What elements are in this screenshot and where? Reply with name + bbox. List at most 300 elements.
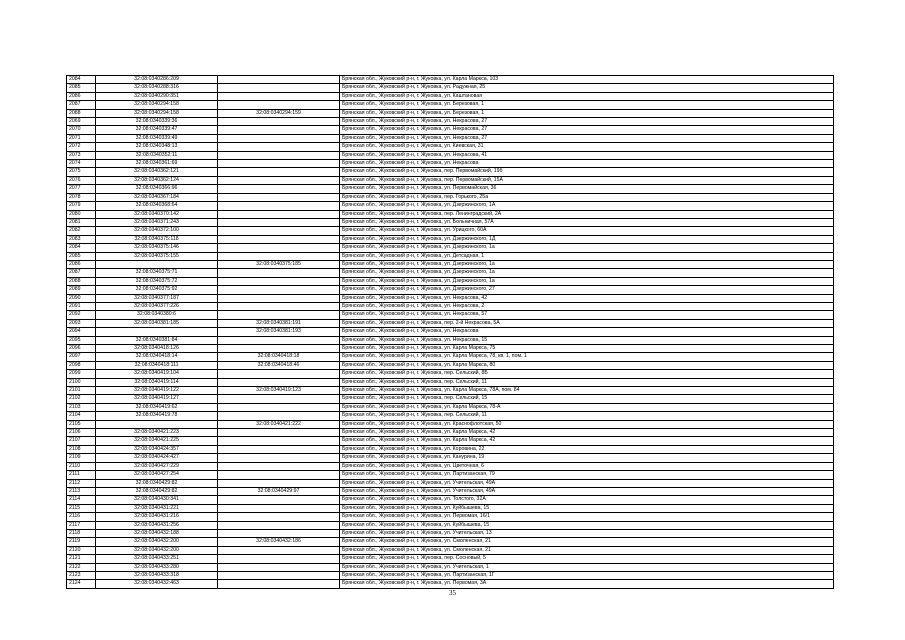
row-number-cell: 2085: [67, 252, 96, 260]
related-cadastral-number-cell: 32:08:0340381:191: [218, 319, 340, 327]
cadastral-number-cell: 32:08:0340381:185: [96, 319, 218, 327]
address-cell: Брянская обл., Жуковский р-н, г. Жуковка, ул. Карла Маркса, 42: [340, 429, 834, 437]
related-cadastral-number-cell: [218, 185, 340, 193]
address-cell: Брянская обл., Жуковский р-н, г. Жуковка, ул. Дзержинского, 1а: [340, 269, 834, 277]
related-cadastral-number-cell: 32:08:0340432:186: [218, 538, 340, 546]
related-cadastral-number-cell: [218, 370, 340, 378]
row-number-cell: 2071: [67, 134, 96, 142]
cadastral-number-cell: 32:08:0340419:62: [96, 403, 218, 411]
cadastral-number-cell: 32:08:0340432:463: [96, 580, 218, 588]
cadastral-number-cell: 32:08:0340418:14: [96, 353, 218, 361]
cadastral-number-cell: 32:08:0340419:114: [96, 378, 218, 386]
row-number-cell: 2096: [67, 345, 96, 353]
row-number-cell: 2097: [67, 353, 96, 361]
address-cell: Брянская обл., Жуковский р-н, г. Жуковка, ул. Учительская, 49А: [340, 479, 834, 487]
related-cadastral-number-cell: 32:08:0340381:193: [218, 328, 340, 336]
table-row: [67, 454, 834, 462]
row-number-cell: 2122: [67, 563, 96, 571]
related-cadastral-number-cell: [218, 118, 340, 126]
row-number-cell: 2085: [67, 84, 96, 92]
row-number-cell: 2110: [67, 462, 96, 470]
table-row: [67, 403, 834, 411]
address-cell: Брянская обл., Жуковский р-н, г. Жуковка, ул. Партизанская, 79: [340, 471, 834, 479]
address-cell: Брянская обл., Жуковский р-н, г. Жуковка, ул. Березовая, 1: [340, 101, 834, 109]
cadastral-number-cell: 32:08:0340424:427: [96, 454, 218, 462]
row-number-cell: 2080: [67, 210, 96, 218]
address-cell: Брянская обл., Жуковский р-н, г. Жуковка, ул. Дзержинского, 1а: [340, 277, 834, 285]
related-cadastral-number-cell: [218, 134, 340, 142]
row-number-cell: 2115: [67, 504, 96, 512]
row-number-cell: 2120: [67, 546, 96, 554]
cadastral-number-cell: 32:08:0340294:158: [96, 109, 218, 117]
table-row: [67, 487, 834, 495]
row-number-cell: 2082: [67, 227, 96, 235]
cadastral-number-cell: 32:08:0340418:126: [96, 345, 218, 353]
related-cadastral-number-cell: [218, 84, 340, 92]
address-cell: Брянская обл., Жуковский р-н, г. Жуковка, ул. Дзержинского, 1а: [340, 260, 834, 268]
row-number-cell: 2100: [67, 378, 96, 386]
related-cadastral-number-cell: [218, 101, 340, 109]
cadastral-number-cell: [96, 420, 218, 428]
table-row: [67, 260, 834, 268]
table-row: [67, 294, 834, 302]
address-cell: Брянская обл., Жуковский р-н, г. Жуковка, ул. Некрасова, 27: [340, 126, 834, 134]
related-cadastral-number-cell: [218, 126, 340, 134]
cadastral-number-cell: 32:08:0340366:96: [96, 185, 218, 193]
row-number-cell: 2112: [67, 479, 96, 487]
related-cadastral-number-cell: [218, 513, 340, 521]
address-cell: Брянская обл., Жуковский р-н, г. Жуковка, ул. Некрасова, 41: [340, 151, 834, 159]
table-row: [67, 277, 834, 285]
related-cadastral-number-cell: [218, 555, 340, 563]
table-row: [67, 109, 834, 117]
address-cell: Брянская обл., Жуковский р-н, г. Жуковка, ул. Краснофлотская, 50: [340, 420, 834, 428]
related-cadastral-number-cell: [218, 479, 340, 487]
related-cadastral-number-cell: [218, 302, 340, 310]
table-row: [67, 269, 834, 277]
related-cadastral-number-cell: [218, 429, 340, 437]
table-row: [67, 193, 834, 201]
table-row: [67, 92, 834, 100]
row-number-cell: 2103: [67, 403, 96, 411]
cadastral-number-cell: 32:08:0340419:122: [96, 387, 218, 395]
related-cadastral-number-cell: [218, 454, 340, 462]
address-cell: Брянская обл., Жуковский р-н, г. Жуковка, ул. Дзержинского, 1Д: [340, 235, 834, 243]
address-cell: Брянская обл., Жуковский р-н, г. Жуковка, ул. Дзержинского, 27: [340, 286, 834, 294]
row-number-cell: 2083: [67, 235, 96, 243]
row-number-cell: 2111: [67, 471, 96, 479]
address-cell: Брянская обл., Жуковский р-н, г. Жуковка, ул. Куйбышева, 15: [340, 504, 834, 512]
related-cadastral-number-cell: [218, 176, 340, 184]
address-cell: Брянская обл., Жуковский р-н, г. Жуковка, ул. Каштановая: [340, 92, 834, 100]
row-number-cell: 2079: [67, 202, 96, 210]
table-row: [67, 555, 834, 563]
cadastral-number-cell: 32:08:0340427:254: [96, 471, 218, 479]
row-number-cell: 2094: [67, 328, 96, 336]
cadastral-number-cell: 32:08:0340288:316: [96, 84, 218, 92]
row-number-cell: 2093: [67, 319, 96, 327]
cadastral-number-cell: 32:08:0340361:69: [96, 160, 218, 168]
related-cadastral-number-cell: [218, 151, 340, 159]
address-cell: Брянская обл., Жуковский р-н, г. Жуковка, ул. Дзержинского, 1А: [340, 202, 834, 210]
table-row: [67, 513, 834, 521]
table-row: [67, 143, 834, 151]
cadastral-number-cell: 32:08:0340352:11: [96, 151, 218, 159]
cadastral-number-cell: 32:08:0340370:142: [96, 210, 218, 218]
table-row: [67, 429, 834, 437]
table-row: [67, 134, 834, 142]
cadastral-number-cell: 32:08:0340367:184: [96, 193, 218, 201]
address-cell: Брянская обл., Жуковский р-н, г. Жуковка, пер. Сельский, 15: [340, 395, 834, 403]
table-row: [67, 353, 834, 361]
cadastral-number-cell: 32:08:0340294:158: [96, 101, 218, 109]
address-cell: Брянская обл., Жуковский р-н, г. Жуковка, пер. Сельский, 8Б: [340, 370, 834, 378]
address-cell: Брянская обл., Жуковский р-н, г. Жуковка, ул. Некрасова: [340, 160, 834, 168]
related-cadastral-number-cell: [218, 244, 340, 252]
row-number-cell: 2089: [67, 286, 96, 294]
cadastral-number-cell: 32:08:0340339:49: [96, 134, 218, 142]
related-cadastral-number-cell: [218, 193, 340, 201]
table-row: [67, 235, 834, 243]
row-number-cell: 2075: [67, 168, 96, 176]
document-sheet: [66, 75, 834, 589]
cadastral-number-cell: 32:08:0340375:118: [96, 235, 218, 243]
address-cell: Брянская обл., Жуковский р-н, г. Жуковка, ул. Партизанская, 1Г: [340, 571, 834, 579]
address-cell: Брянская обл., Жуковский р-н, г. Жуковка, ул. Некрасова: [340, 328, 834, 336]
registry-table: [66, 75, 834, 589]
table-row: [67, 420, 834, 428]
address-cell: Брянская обл., Жуковский р-н, г. Жуковка, ул. Карла Маркса, 78А, пом. 84: [340, 387, 834, 395]
cadastral-number-cell: 32:08:0340375:155: [96, 252, 218, 260]
related-cadastral-number-cell: [218, 521, 340, 529]
related-cadastral-number-cell: 32:08:0340294:159: [218, 109, 340, 117]
table-row: [67, 580, 834, 588]
cadastral-number-cell: 32:08:0340427:229: [96, 462, 218, 470]
row-number-cell: 2086: [67, 92, 96, 100]
related-cadastral-number-cell: [218, 294, 340, 302]
table-row: [67, 370, 834, 378]
related-cadastral-number-cell: [218, 168, 340, 176]
row-number-cell: 2119: [67, 538, 96, 546]
address-cell: Брянская обл., Жуковский р-н, г. Жуковка, пер. Первомайский, 19б: [340, 168, 834, 176]
row-number-cell: 2095: [67, 336, 96, 344]
table-row: [67, 218, 834, 226]
address-cell: Брянская обл., Жуковский р-н, г. Жуковка, ул. Учительская, 13: [340, 529, 834, 537]
address-cell: Брянская обл., Жуковский р-н, г. Жуковка, ул. Смоленская, 21: [340, 538, 834, 546]
address-cell: Брянская обл., Жуковский р-н, г. Жуковка, ул. Некрасова, 42: [340, 294, 834, 302]
cadastral-number-cell: 32:08:0340429:82: [96, 479, 218, 487]
related-cadastral-number-cell: [218, 227, 340, 235]
cadastral-number-cell: 32:08:0340432:200: [96, 538, 218, 546]
table-row: [67, 76, 834, 84]
row-number-cell: 2099: [67, 370, 96, 378]
cadastral-number-cell: 32:08:0340362:121: [96, 168, 218, 176]
row-number-cell: 2123: [67, 571, 96, 579]
table-row: [67, 345, 834, 353]
row-number-cell: 2121: [67, 555, 96, 563]
table-row: [67, 336, 834, 344]
address-cell: Брянская обл., Жуковский р-н, г. Жуковка, ул. Некрасова, 2: [340, 302, 834, 310]
cadastral-number-cell: 32:08:0340421:225: [96, 437, 218, 445]
table-row: [67, 286, 834, 294]
address-cell: Брянская обл., Жуковский р-н, г. Жуковка, ул. Канурина, 19: [340, 454, 834, 462]
related-cadastral-number-cell: [218, 462, 340, 470]
cadastral-number-cell: 32:08:0340433:251: [96, 555, 218, 563]
table-row: [67, 311, 834, 319]
cadastral-number-cell: 32:08:0340348:13: [96, 143, 218, 151]
address-cell: Брянская обл., Жуковский р-н, г. Жуковка, ул. Куйбышева, 15: [340, 521, 834, 529]
row-number-cell: 2088: [67, 277, 96, 285]
row-number-cell: 2076: [67, 176, 96, 184]
row-number-cell: 2092: [67, 311, 96, 319]
cadastral-number-cell: 32:08:0340375:72: [96, 277, 218, 285]
related-cadastral-number-cell: 32:08:0340418:46: [218, 361, 340, 369]
related-cadastral-number-cell: [218, 437, 340, 445]
cadastral-number-cell: 32:08:0340431:256: [96, 521, 218, 529]
table-row: [67, 302, 834, 310]
cadastral-number-cell: 32:08:0340377:226: [96, 302, 218, 310]
row-number-cell: 2070: [67, 126, 96, 134]
table-row: [67, 328, 834, 336]
table-row: [67, 521, 834, 529]
cadastral-number-cell: 32:08:0340377:187: [96, 294, 218, 302]
row-number-cell: 2072: [67, 143, 96, 151]
address-cell: Брянская обл., Жуковский р-н, г. Жуковка, ул. Больничная, 57А: [340, 218, 834, 226]
address-cell: Брянская обл., Жуковский р-н, г. Жуковка, пер. 2-й Некрасова, 5А: [340, 319, 834, 327]
address-cell: Брянская обл., Жуковский р-н, г. Жуковка, ул. Карла Маркса, 78, кв. 1, пом. 1: [340, 353, 834, 361]
row-number-cell: 2078: [67, 193, 96, 201]
row-number-cell: 2108: [67, 445, 96, 453]
table-row: [67, 118, 834, 126]
cadastral-number-cell: 32:08:0340419:127: [96, 395, 218, 403]
address-cell: Брянская обл., Жуковский р-н, г. Жуковка, ул. Радужная, 25: [340, 84, 834, 92]
row-number-cell: 2088: [67, 109, 96, 117]
table-row: [67, 361, 834, 369]
related-cadastral-number-cell: [218, 286, 340, 294]
address-cell: Брянская обл., Жуковский р-н, г. Жуковка, ул. Первомая, 16/1: [340, 513, 834, 521]
row-number-cell: 2091: [67, 302, 96, 310]
table-row: [67, 126, 834, 134]
page-number: 35: [449, 589, 456, 597]
row-number-cell: 2084: [67, 76, 96, 84]
table-row: [67, 160, 834, 168]
row-number-cell: 2077: [67, 185, 96, 193]
table-row: [67, 479, 834, 487]
cadastral-number-cell: 32:08:0340380:6: [96, 311, 218, 319]
address-cell: Брянская обл., Жуковский р-н, г. Жуковка, ул. Некрасова, 15: [340, 336, 834, 344]
cadastral-number-cell: 32:08:0340368:64: [96, 202, 218, 210]
address-cell: Брянская обл., Жуковский р-н, г. Жуковка, ул. Карла Маркса, 78-А: [340, 403, 834, 411]
cadastral-number-cell: 32:08:0340419:78: [96, 412, 218, 420]
cadastral-number-cell: 32:08:0340433:318: [96, 571, 218, 579]
table-row: [67, 462, 834, 470]
cadastral-number-cell: 32:08:0340431:216: [96, 513, 218, 521]
address-cell: Брянская обл., Жуковский р-н, г. Жуковка, пер. Первомайский, 15А: [340, 176, 834, 184]
row-number-cell: 2087: [67, 269, 96, 277]
address-cell: Брянская обл., Жуковский р-н, г. Жуковка, ул. Карла Маркса, 42: [340, 437, 834, 445]
cadastral-number-cell: [96, 328, 218, 336]
related-cadastral-number-cell: [218, 345, 340, 353]
address-cell: Брянская обл., Жуковский р-н, г. Жуковка, ул. Цветочная, 6: [340, 462, 834, 470]
cadastral-number-cell: 32:08:0340424:357: [96, 445, 218, 453]
related-cadastral-number-cell: [218, 412, 340, 420]
address-cell: Брянская обл., Жуковский р-н, г. Жуковка, пер. Горького, 25а: [340, 193, 834, 201]
address-cell: Брянская обл., Жуковский р-н, г. Жуковка, ул. Киевская, 31: [340, 143, 834, 151]
related-cadastral-number-cell: [218, 471, 340, 479]
cadastral-number-cell: 32:08:0340290:351: [96, 92, 218, 100]
row-number-cell: 2102: [67, 395, 96, 403]
address-cell: Брянская обл., Жуковский р-н, г. Жуковка, пер. Сельский, 11: [340, 378, 834, 386]
related-cadastral-number-cell: [218, 445, 340, 453]
cadastral-number-cell: 32:08:0340432:188: [96, 529, 218, 537]
related-cadastral-number-cell: [218, 378, 340, 386]
row-number-cell: 2090: [67, 294, 96, 302]
row-number-cell: 2124: [67, 580, 96, 588]
row-number-cell: 2073: [67, 151, 96, 159]
related-cadastral-number-cell: [218, 403, 340, 411]
cadastral-number-cell: 32:08:0340339:36: [96, 118, 218, 126]
cadastral-number-cell: 32:08:0340431:221: [96, 504, 218, 512]
related-cadastral-number-cell: [218, 395, 340, 403]
table-row: [67, 496, 834, 504]
address-cell: Брянская обл., Жуковский р-н, г. Жуковка, ул. Первомайская, 36: [340, 185, 834, 193]
row-number-cell: 2104: [67, 412, 96, 420]
address-cell: Брянская обл., Жуковский р-н, г. Жуковка, ул. Карла Маркса, 103: [340, 76, 834, 84]
cadastral-number-cell: 32:08:0340339:47: [96, 126, 218, 134]
address-cell: Брянская обл., Жуковский р-н, г. Жуковка, пер. Сельский, 11: [340, 412, 834, 420]
row-number-cell: 2105: [67, 420, 96, 428]
row-number-cell: 2074: [67, 160, 96, 168]
address-cell: Брянская обл., Жуковский р-н, г. Жуковка, ул. Учительская, 1: [340, 563, 834, 571]
row-number-cell: 2069: [67, 118, 96, 126]
related-cadastral-number-cell: 32:08:0340429:97: [218, 487, 340, 495]
cadastral-number-cell: 32:08:0340371:243: [96, 218, 218, 226]
related-cadastral-number-cell: [218, 143, 340, 151]
registry-table-body: [67, 76, 834, 589]
related-cadastral-number-cell: [218, 571, 340, 579]
related-cadastral-number-cell: [218, 546, 340, 554]
cadastral-number-cell: 32:08:0340375:92: [96, 286, 218, 294]
row-number-cell: 2086: [67, 260, 96, 268]
table-row: [67, 395, 834, 403]
table-row: [67, 151, 834, 159]
row-number-cell: 2081: [67, 218, 96, 226]
table-row: [67, 210, 834, 218]
address-cell: Брянская обл., Жуковский р-н, г. Жуковка, ул. Учительская, 49А: [340, 487, 834, 495]
cadastral-number-cell: 32:08:0340375:71: [96, 269, 218, 277]
cadastral-number-cell: 32:08:0340362:124: [96, 176, 218, 184]
table-row: [67, 563, 834, 571]
table-row: [67, 244, 834, 252]
address-cell: Брянская обл., Жуковский р-н, г. Жуковка, ул. Толстого, 32А: [340, 496, 834, 504]
address-cell: Брянская обл., Жуковский р-н, г. Жуковка, ул. Первомая, 3А: [340, 580, 834, 588]
cadastral-number-cell: 32:08:0340419:104: [96, 370, 218, 378]
table-row: [67, 471, 834, 479]
table-row: [67, 319, 834, 327]
cadastral-number-cell: 32:08:0340286:209: [96, 76, 218, 84]
table-row: [67, 101, 834, 109]
related-cadastral-number-cell: [218, 277, 340, 285]
table-row: [67, 168, 834, 176]
cadastral-number-cell: [96, 260, 218, 268]
row-number-cell: 2084: [67, 244, 96, 252]
related-cadastral-number-cell: 32:08:0340419:123: [218, 387, 340, 395]
row-number-cell: 2116: [67, 513, 96, 521]
table-row: [67, 445, 834, 453]
related-cadastral-number-cell: [218, 92, 340, 100]
table-row: [67, 176, 834, 184]
related-cadastral-number-cell: [218, 202, 340, 210]
table-row: [67, 185, 834, 193]
related-cadastral-number-cell: [218, 160, 340, 168]
table-row: [67, 571, 834, 579]
address-cell: Брянская обл., Жуковский р-н, г. Жуковка, ул. Детсадная, 1: [340, 252, 834, 260]
row-number-cell: 2106: [67, 429, 96, 437]
related-cadastral-number-cell: 32:08:0340418:18: [218, 353, 340, 361]
table-row: [67, 84, 834, 92]
address-cell: Брянская обл., Жуковский р-н, г. Жуковка, ул. Коровина, 22: [340, 445, 834, 453]
address-cell: Брянская обл., Жуковский р-н, г. Жуковка, ул. Карла Маркса, 80: [340, 361, 834, 369]
table-row: [67, 412, 834, 420]
address-cell: Брянская обл., Жуковский р-н, г. Жуковка, ул. Некрасова, 27: [340, 118, 834, 126]
address-cell: Брянская обл., Жуковский р-н, г. Жуковка, пер. Ленинградский, 2А: [340, 210, 834, 218]
table-row: [67, 378, 834, 386]
related-cadastral-number-cell: 32:08:0340421:222: [218, 420, 340, 428]
address-cell: Брянская обл., Жуковский р-н, г. Жуковка, ул. Смоленская, 21: [340, 546, 834, 554]
related-cadastral-number-cell: [218, 269, 340, 277]
table-row: [67, 504, 834, 512]
related-cadastral-number-cell: [218, 252, 340, 260]
table-row: [67, 387, 834, 395]
table-row: [67, 529, 834, 537]
related-cadastral-number-cell: [218, 504, 340, 512]
related-cadastral-number-cell: [218, 210, 340, 218]
row-number-cell: 2101: [67, 387, 96, 395]
related-cadastral-number-cell: [218, 311, 340, 319]
related-cadastral-number-cell: [218, 563, 340, 571]
row-number-cell: 2109: [67, 454, 96, 462]
cadastral-number-cell: 32:08:0340430:341: [96, 496, 218, 504]
cadastral-number-cell: 32:08:0340372:100: [96, 227, 218, 235]
address-cell: Брянская обл., Жуковский р-н, г. Жуковка, ул. Карла Маркса, 75: [340, 345, 834, 353]
address-cell: Брянская обл., Жуковский р-н, г. Жуковка, ул. Березовая, 1: [340, 109, 834, 117]
table-row: [67, 546, 834, 554]
row-number-cell: 2087: [67, 101, 96, 109]
cadastral-number-cell: 32:08:0340429:82: [96, 487, 218, 495]
cadastral-number-cell: 32:08:0340432:200: [96, 546, 218, 554]
address-cell: Брянская обл., Жуковский р-н, г. Жуковка, пер. Сосновый, 5: [340, 555, 834, 563]
table-row: [67, 252, 834, 260]
related-cadastral-number-cell: [218, 580, 340, 588]
row-number-cell: 2107: [67, 437, 96, 445]
table-row: [67, 202, 834, 210]
cadastral-number-cell: 32:08:0340421:223: [96, 429, 218, 437]
row-number-cell: 2113: [67, 487, 96, 495]
address-cell: Брянская обл., Жуковский р-н, г. Жуковка, ул. Некрасова, 27: [340, 134, 834, 142]
row-number-cell: 2114: [67, 496, 96, 504]
table-row: [67, 227, 834, 235]
row-number-cell: 2117: [67, 521, 96, 529]
related-cadastral-number-cell: [218, 496, 340, 504]
cadastral-number-cell: 32:08:0340375:146: [96, 244, 218, 252]
related-cadastral-number-cell: [218, 76, 340, 84]
related-cadastral-number-cell: 32:08:0340375:185: [218, 260, 340, 268]
related-cadastral-number-cell: [218, 218, 340, 226]
table-row: [67, 437, 834, 445]
table-row: [67, 538, 834, 546]
cadastral-number-cell: 32:08:0340381:84: [96, 336, 218, 344]
related-cadastral-number-cell: [218, 336, 340, 344]
